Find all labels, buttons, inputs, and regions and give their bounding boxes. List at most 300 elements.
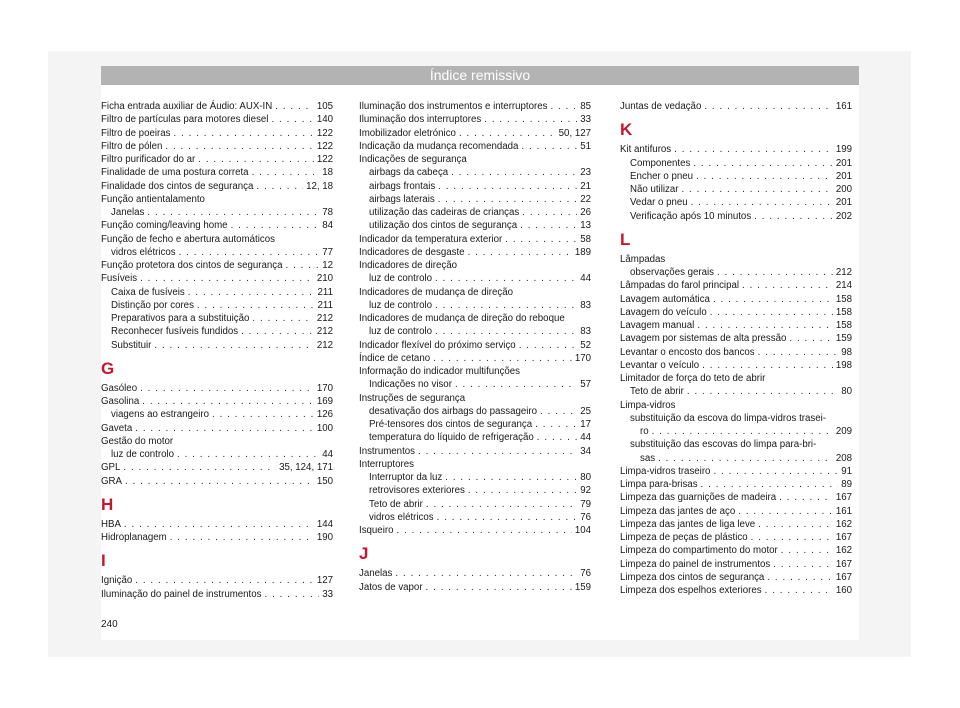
section-letter: H [101,494,114,514]
dot-leader [170,531,314,544]
entry-term: luz de controlo [369,273,433,285]
dot-leader [540,405,577,418]
entry-page: 161 [835,505,852,517]
index-entry [359,581,591,594]
dot-leader [271,113,313,126]
entry-term: Lavagem automática [620,293,710,305]
entry-page: 211 [317,286,333,298]
entry-term: Função protetora dos cintos de segurança [101,260,283,271]
entry-page: 167 [835,532,852,543]
index-entry [101,382,333,395]
entry-page: 127 [316,575,333,587]
dot-leader [154,339,313,352]
entry-page: 162 [835,545,852,557]
entry-page: 50, 127 [558,127,591,139]
dot-leader [520,219,577,232]
section-letter: K [620,120,633,140]
entry-page: 35, 124, 171 [279,462,333,474]
entry-term: Lavagem do veículo [620,306,707,318]
index-entry [359,206,591,219]
index-entry [101,100,333,113]
entry-page: 211 [317,299,333,311]
entry-term: Interruptor da luz [369,472,443,483]
dot-leader [241,325,314,338]
dot-leader [522,206,577,219]
entry-term: vidros elétricos [111,246,176,258]
entry-page: 122 [316,154,333,165]
index-entry [359,567,591,580]
entry-page: 201 [835,170,852,182]
dot-leader [535,418,577,431]
index-entry [620,143,852,156]
index-entry [101,246,333,259]
dot-leader [395,567,577,580]
index-heading: Função antientalamento [101,193,205,205]
index-entry [101,153,333,166]
entry-page: 161 [835,101,852,112]
dot-leader [438,180,577,193]
dot-leader [125,475,314,488]
dot-leader [275,100,314,113]
index-entry [620,452,852,465]
index-entry [359,352,591,365]
dot-leader [264,588,319,601]
dot-leader [742,279,833,292]
entry-term: Iluminação dos interruptores [359,114,482,126]
dot-leader [781,544,833,557]
index-entry [101,408,333,421]
entry-term: Fusíveis [101,273,138,285]
dot-leader [256,180,303,193]
entry-term: Filtro purificador do ar [101,154,196,165]
entry-term: Limpeza de peças de plástico [620,532,748,543]
entry-term: airbags da cabeça [369,167,449,179]
entry-page: 169 [316,396,333,407]
index-heading: Lâmpadas [620,253,666,265]
entry-page: 200 [835,184,852,195]
entry-term: Juntas de vedação [620,101,702,112]
entry-term: Filtro de partículas para motores diesel [101,114,269,126]
entry-term: Limpeza das jantes de liga leve [620,518,756,530]
entry-term: Janelas [359,568,393,580]
dot-leader [713,465,838,478]
index-heading: Gestão do motor [101,435,174,447]
index-entry [620,170,852,183]
entry-term: vidros elétricos [369,511,434,523]
entry-term: airbags frontais [369,180,436,192]
index-entry [101,448,333,461]
dot-leader [426,498,577,511]
entry-page: 140 [316,114,333,126]
index-entry [620,266,852,279]
dot-leader [691,196,833,209]
index-column-3 [620,100,852,597]
page-number: 240 [101,619,118,630]
entry-term: utilização das cadeiras de crianças [369,207,520,218]
index-entry [620,319,852,332]
entry-page: 58 [580,233,591,245]
dot-leader [455,378,577,391]
index-entry [359,299,591,312]
entry-page: 199 [835,144,852,156]
index-column-2 [359,100,591,594]
dot-leader [396,524,571,537]
entry-term: Limpa-vidros traseiro [620,465,711,477]
entry-page: 212 [316,326,333,338]
entry-page: 170 [316,382,333,394]
dot-leader [252,166,320,179]
entry-term: Não utilizar [630,184,679,195]
index-entry [620,385,852,398]
entry-term: Gasóleo [101,382,138,394]
dot-leader [704,100,833,113]
index-heading: Indicações de segurança [359,154,467,165]
entry-term: utilização dos cintos de segurança [369,220,518,232]
dot-leader [435,325,577,338]
index-entry [359,524,591,537]
index-entry [359,431,591,444]
dot-leader [459,127,556,140]
entry-page: 150 [316,475,333,487]
entry-term: Teto de abrir [369,498,423,510]
entry-term: Índice de cetano [359,352,431,364]
entry-term: Hidroplanagem [101,532,167,543]
entry-term: Lavagem manual [620,320,695,331]
entry-term: Imobilizador eletrónico [359,127,456,139]
entry-page: 212 [835,267,852,278]
entry-term: airbags laterais [369,193,435,205]
entry-term: observações gerais [630,267,715,278]
dot-leader [717,266,833,279]
index-entry [101,299,333,312]
entry-term: HBA [101,518,121,530]
entry-page: 92 [580,485,591,497]
entry-page: 23 [580,167,591,179]
entry-page: 44 [322,449,333,460]
index-entry [359,166,591,179]
dot-leader [451,166,577,179]
dot-leader [212,408,314,421]
index-entry [359,445,591,458]
entry-page: 57 [580,379,591,391]
dot-leader [135,574,314,587]
index-column-1 [101,100,333,601]
index-entry [359,180,591,193]
dot-leader [658,452,833,465]
entry-term: Lavagem por sistemas de alta pressão [620,333,787,345]
dot-leader [484,113,577,126]
index-entry [101,259,333,272]
entry-term: Gasolina [101,396,140,407]
dot-leader [681,183,832,196]
index-heading: substituição da escova do limpa-vidros trasei- [630,412,826,424]
dot-leader [438,193,578,206]
entry-page: 33 [322,588,333,600]
entry-page: 122 [316,140,333,152]
entry-page: 52 [580,339,591,351]
entry-page: 78 [322,207,333,218]
index-entry [620,425,852,438]
entry-term: desativação dos airbags do passageiro [369,405,538,417]
entry-page: 77 [322,246,333,258]
entry-page: 21 [580,180,591,192]
dot-leader [135,422,314,435]
entry-term: Limpeza do compartimento do motor [620,545,778,557]
dot-leader [445,471,577,484]
entry-page: 80 [841,386,852,398]
entry-page: 167 [835,571,852,583]
entry-page: 212 [316,313,333,324]
dot-leader [702,359,833,372]
dot-leader [231,219,320,232]
index-heading: Interruptores [359,458,414,470]
entry-page: 91 [841,465,852,477]
index-entry [101,127,333,140]
dot-leader [773,558,833,571]
entry-page: 18 [322,167,333,179]
index-entry [620,584,852,597]
index-entry [620,478,852,491]
entry-page: 158 [835,306,852,318]
entry-term: Filtro de poeiras [101,127,171,139]
index-entry [101,518,333,531]
index-entry [620,558,852,571]
entry-term: Finalidade dos cintos de segurança [101,180,254,192]
entry-term: Lâmpadas do farol principal [620,280,740,292]
entry-page: 89 [841,479,852,490]
index-entry [620,531,852,544]
entry-page: 34 [580,445,591,457]
dot-leader [142,395,314,408]
entry-term: Limpeza das guarnições de madeira [620,492,777,504]
dot-leader [435,299,577,312]
index-entry [101,475,333,488]
entry-term: Levantar o veículo [620,359,700,371]
index-entry [620,346,852,359]
index-entry [620,183,852,196]
entry-page: 22 [580,193,591,205]
dot-leader [437,511,578,524]
index-entry [101,113,333,126]
dot-leader [123,461,276,474]
entry-term: GPL [101,462,121,474]
dot-leader [147,206,319,219]
index-entry [101,325,333,338]
index-entry [620,306,852,319]
dot-leader [177,448,319,461]
dot-leader [124,518,314,531]
index-entry [359,498,591,511]
index-heading: Indicadores de mudança de direção do reboque [359,313,565,324]
index-entry [359,484,591,497]
entry-term: Janelas [111,207,145,218]
index-entry [359,219,591,232]
dot-leader [433,352,572,365]
entry-page: 208 [835,452,852,464]
entry-term: Indicações no visor [369,379,452,391]
index-entry [101,461,333,474]
dot-leader [286,259,320,272]
entry-term: Instrumentos [359,445,415,457]
dot-leader [537,431,577,444]
entry-page: 100 [316,422,333,434]
index-heading: Instruções de segurança [359,392,466,404]
dot-leader [751,531,833,544]
entry-term: Verificação após 10 minutos [630,210,752,222]
dot-leader [140,382,314,395]
entry-term: Limpa para-brisas [620,479,698,490]
entry-page: 44 [580,273,591,285]
dot-leader [738,505,833,518]
entry-page: 159 [574,581,591,593]
dot-leader [197,299,315,312]
dot-leader [758,518,833,531]
dot-leader [252,312,313,325]
entry-page: 202 [835,210,852,222]
entry-term: Distinção por cores [111,299,194,311]
entry-page: 76 [580,511,591,523]
entry-page: 190 [316,532,333,543]
index-entry [101,422,333,435]
dot-leader [696,170,833,183]
entry-term: Substituir [111,339,152,351]
entry-term: Filtro de pólen [101,140,163,152]
index-entry [101,272,333,285]
entry-page: 76 [580,568,591,580]
dot-leader [758,346,839,359]
index-entry [620,332,852,345]
entry-page: 33 [580,114,591,126]
section-letter: J [359,544,369,564]
index-entry [359,246,591,259]
entry-term: Pré-tensores dos cintos de segurança [369,419,533,430]
entry-page: 84 [322,220,333,232]
entry-term: Indicação da mudança recomendada [359,140,519,152]
page-header [101,66,859,85]
section-letter: G [101,358,115,378]
dot-leader [426,581,572,594]
entry-page: 144 [316,518,333,530]
entry-term: Encher o pneu [630,170,694,182]
entry-page: 210 [316,273,333,285]
entry-term: Reconhecer fusíveis fundidos [111,326,239,338]
entry-term: Limpeza dos cintos de segurança [620,571,765,583]
entry-page: 105 [316,101,333,112]
index-entry [359,405,591,418]
entry-page: 212 [316,339,333,351]
index-entry [359,471,591,484]
dot-leader [687,385,838,398]
entry-page: 79 [580,498,591,510]
dot-leader [173,127,313,140]
index-heading: Limpa-vidros [620,399,676,411]
dot-leader [779,491,833,504]
entry-term: Indicador flexível do próximo serviço [359,339,516,351]
entry-term: Indicadores de desgaste [359,246,465,258]
index-heading: Indicadores de mudança de direção [359,286,514,298]
dot-leader [674,143,833,156]
index-heading: Informação do indicador multifunções [359,366,521,377]
index-heading: substituição das escovas do limpa para-bri- [630,439,817,451]
entry-page: 104 [574,525,591,536]
index-entry [359,140,591,153]
dot-leader [652,425,833,438]
entry-term: Função coming/leaving home [101,220,228,232]
entry-term: retrovisores exteriores [369,485,465,497]
index-entry [359,418,591,431]
index-entry [101,219,333,232]
index-entry [101,312,333,325]
index-entry [101,531,333,544]
section-letter: L [620,229,631,249]
index-entry [359,272,591,285]
index-entry [101,180,333,193]
entry-term: Jatos de vapor [359,581,423,593]
entry-page: 122 [316,127,333,139]
entry-page: 44 [580,432,591,444]
entry-page: 17 [580,419,591,430]
entry-page: 201 [835,197,852,209]
index-entry [101,140,333,153]
entry-page: 83 [580,326,591,338]
entry-term: temperatura do líquido de refrigeração [369,432,534,444]
dot-leader [693,157,833,170]
entry-term: Ficha entrada auxiliar de Áudio: AUX-IN [101,101,273,112]
index-heading: Função de fecho e abertura automáticos [101,233,275,245]
index-entry [101,166,333,179]
dot-leader [710,306,833,319]
dot-leader [765,584,833,597]
entry-term: Caixa de fusíveis [111,286,185,298]
index-entry [620,279,852,292]
header-title: Índice remissivo [429,67,531,83]
entry-page: 51 [580,140,591,152]
index-entry [620,505,852,518]
entry-term: Limpeza do painel de instrumentos [620,558,771,570]
entry-page: 189 [574,246,591,258]
entry-page: 126 [316,409,333,421]
index-entry [359,511,591,524]
entry-page: 214 [835,280,852,292]
index-entry [359,339,591,352]
dot-leader [188,286,315,299]
dot-leader [521,140,577,153]
dot-leader [550,100,577,113]
entry-term: luz de controlo [111,449,175,460]
index-entry [101,339,333,352]
entry-term: Kit antifuros [620,144,672,156]
index-entry [620,491,852,504]
dot-leader [713,293,833,306]
index-entry [359,127,591,140]
entry-term: Ignição [101,575,133,587]
entry-term: Teto de abrir [630,386,684,398]
index-entry [359,233,591,246]
entry-page: 85 [580,101,591,112]
dot-leader [519,339,578,352]
index-entry [620,544,852,557]
index-entry [101,588,333,601]
index-entry [620,157,852,170]
dot-leader [767,571,833,584]
entry-term: ro [640,426,649,437]
entry-term: Preparativos para a substituição [111,313,250,324]
dot-leader [697,319,833,332]
entry-term: Indicador da temperatura exterior [359,233,503,245]
entry-term: Gaveta [101,422,133,434]
dot-leader [468,246,572,259]
entry-page: 160 [835,585,852,596]
